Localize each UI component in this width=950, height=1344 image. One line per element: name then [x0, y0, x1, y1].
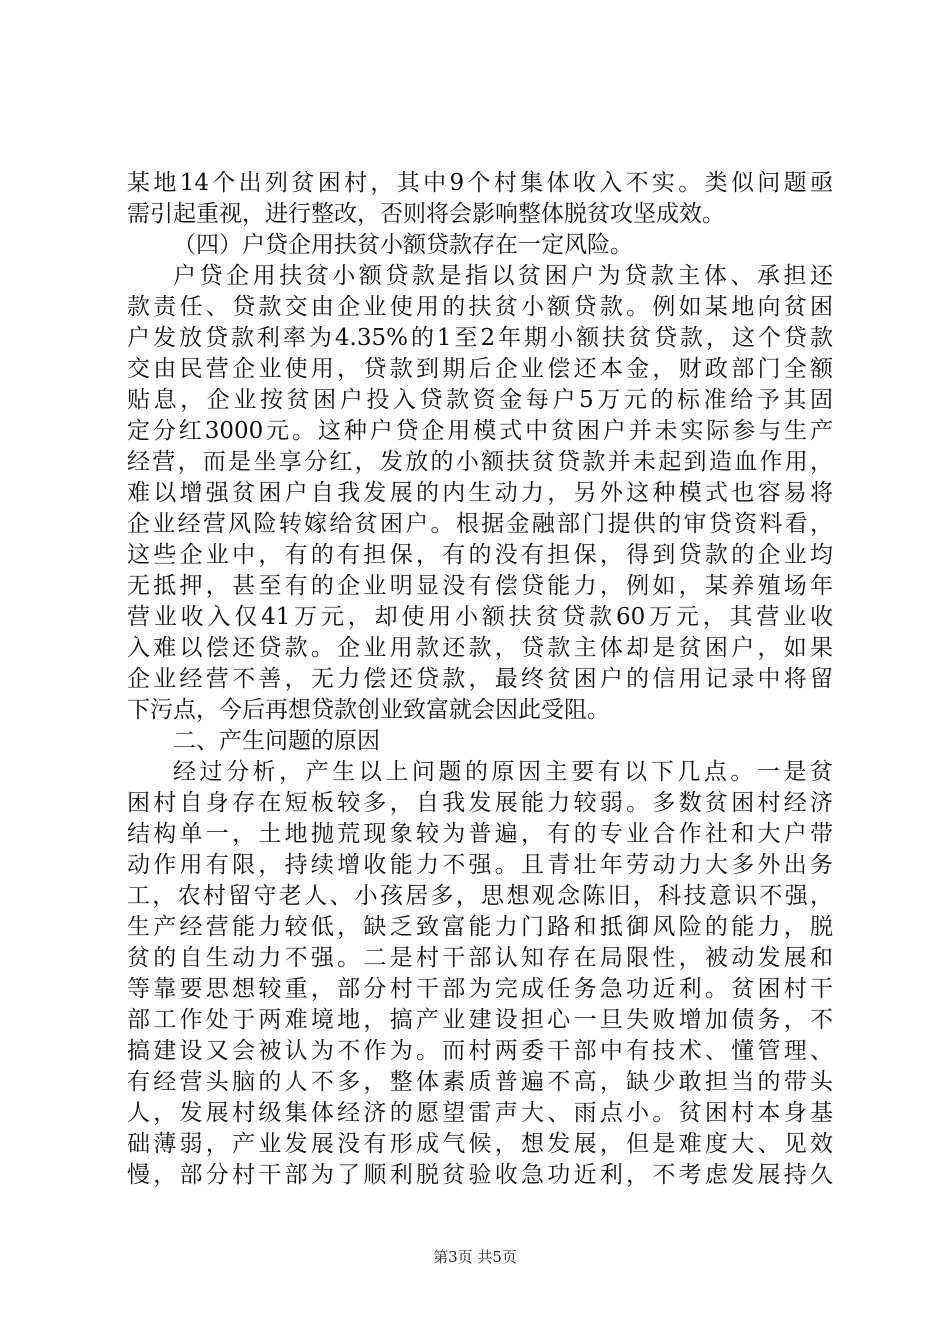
text-line: 这些企业中，有的有担保，有的没有担保，得到贷款的企业均: [127, 542, 833, 568]
document-body: [127, 168, 833, 1191]
text-line: 营业收入仅41万元，却使用小额扶贫贷款60万元，其营业收: [127, 604, 833, 630]
text-line: 交由民营企业使用，贷款到期后企业偿还本金，财政部门全额: [127, 356, 833, 382]
text-line: 础薄弱，产业发展没有形成气候，想发展，但是难度大、见效: [127, 1131, 833, 1157]
page-footer: 第3页 共5页: [433, 1248, 517, 1266]
text-line: 贫的自生动力不强。二是村干部认知存在局限性，被动发展和: [127, 945, 833, 971]
text-line: 二、产生问题的原因: [173, 728, 380, 754]
text-line: 某地14个出列贫困村，其中9个村集体收入不实。类似问题亟: [127, 170, 833, 196]
text-line: 等靠要思想较重，部分村干部为完成任务急功近利。贫困村干: [127, 976, 833, 1002]
text-line: 款责任、贷款交由企业使用的扶贫小额贷款。例如某地向贫困: [127, 294, 833, 320]
text-line: 搞建设又会被认为不作为。而村两委干部中有技术、懂管理、: [127, 1038, 833, 1064]
text-line: 经过分析，产生以上问题的原因主要有以下几点。一是贫: [173, 759, 833, 785]
text-line: 经营，而是坐享分红，发放的小额扶贫贷款并未起到造血作用，: [127, 449, 833, 475]
text-line: 结构单一，土地抛荒现象较为普遍，有的专业合作社和大户带: [127, 821, 833, 847]
text-line: 定分红3000元。这种户贷企用模式中贫困户并未实际参与生产: [127, 418, 833, 444]
text-line: 困村自身存在短板较多，自我发展能力较弱。多数贫困村经济: [127, 790, 833, 816]
text-line: （四）户贷企用扶贫小额贷款存在一定风险。: [173, 232, 633, 258]
text-line: 无抵押，甚至有的企业明显没有偿贷能力，例如，某养殖场年: [127, 573, 833, 599]
text-line: 企业经营不善，无力偿还贷款，最终贫困户的信用记录中将留: [127, 666, 833, 692]
text-line: 户发放贷款利率为4.35%的1至2年期小额扶贫贷款，这个贷款: [127, 325, 833, 351]
text-line: 部工作处于两难境地，搞产业建设担心一旦失败增加债务，不: [127, 1007, 833, 1033]
text-line: 有经营头脑的人不多，整体素质普遍不高，缺少敢担当的带头: [127, 1069, 833, 1095]
text-line: 慢，部分村干部为了顺利脱贫验收急功近利，不考虑发展持久: [127, 1162, 833, 1188]
text-line: 户贷企用扶贫小额贷款是指以贫困户为贷款主体、承担还: [173, 263, 833, 289]
text-line: 入难以偿还贷款。企业用款还款，贷款主体却是贫困户，如果: [127, 635, 833, 661]
text-line: 动作用有限，持续增收能力不强。且青壮年劳动力大多外出务: [127, 852, 833, 878]
text-line: 需引起重视，进行整改，否则将会影响整体脱贫攻坚成效。: [127, 201, 725, 227]
text-line: 企业经营风险转嫁给贫困户。根据金融部门提供的审贷资料看，: [127, 511, 833, 537]
text-line: 人，发展村级集体经济的愿望雷声大、雨点小。贫困村本身基: [127, 1100, 833, 1126]
text-line: 贴息，企业按贫困户投入贷款资金每户5万元的标准给予其固: [127, 387, 833, 413]
text-line: 生产经营能力较低，缺乏致富能力门路和抵御风险的能力，脱: [127, 914, 833, 940]
text-line: 下污点，今后再想贷款创业致富就会因此受阻。: [127, 697, 610, 723]
text-line: 难以增强贫困户自我发展的内生动力，另外这种模式也容易将: [127, 480, 833, 506]
text-line: 工，农村留守老人、小孩居多，思想观念陈旧，科技意识不强，: [127, 883, 833, 909]
